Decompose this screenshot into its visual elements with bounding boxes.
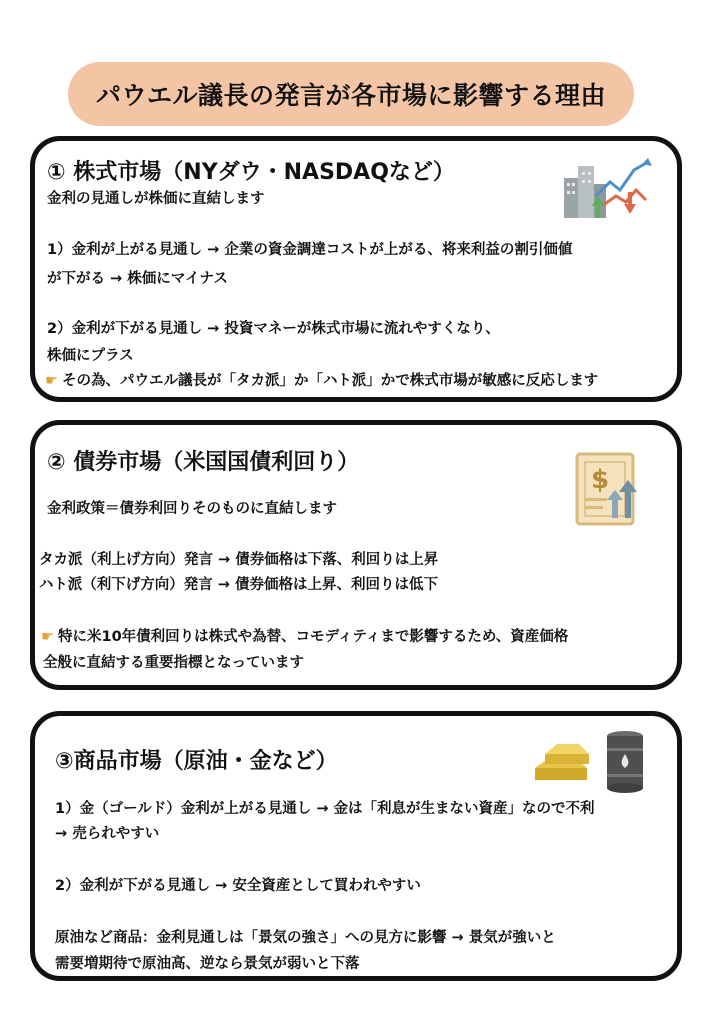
pointer-line (41, 627, 568, 647)
pointing-hand-icon: ☛ (41, 629, 54, 645)
text-line: タカ派（利上げ方向）発言 → 債券価格は下落、利回りは上昇 (39, 552, 439, 568)
text-line: 株価にプラス (47, 348, 134, 364)
stock-chart-icon (562, 156, 654, 220)
section-heading: ③商品市場（原油・金など） (55, 749, 338, 774)
text-line: 2）金利が下がる見通し → 安全資産として買われやすい (55, 878, 421, 894)
text-line: ハト派（利下げ方向）発言 → 債券価格は上昇、利回りは低下 (39, 577, 438, 593)
section-bond-market (30, 420, 682, 690)
pointing-hand-icon: ☛ (45, 373, 58, 389)
section-stock-market (30, 136, 682, 402)
text-line: 原油など商品：金利見通しは「景気の強さ」への見方に影響 → 景気が強いと (55, 930, 556, 946)
page-title: パウエル議長の発言が各市場に影響する理由 (95, 81, 606, 110)
text-line: → 売られやすい (55, 826, 160, 842)
text-line: 金利政策＝債券利回りそのものに直結します (47, 501, 337, 517)
text-line: 需要増期待で原油高、逆なら景気が弱いと下落 (55, 956, 360, 972)
text-line: 1）金利が上がる見通し → 企業の資金調達コストが上がる、将来利益の割引価値 (47, 242, 573, 258)
text-line: その為、パウエル議長が「タカ派」か「ハト派」かで株式市場が敏感に反応します (62, 373, 599, 389)
text-line: 全般に直結する重要指標となっています (43, 655, 304, 671)
section-heading: ① 株式市場（NYダウ・NASDAQなど） (47, 160, 455, 185)
text-line: 1）金（ゴールド）金利が上がる見通し → 金は「利息が生まない資産」なので不利 (55, 801, 595, 817)
text-line: 金利の見通しが株価に直結します (47, 191, 265, 207)
page-title-banner (68, 62, 634, 126)
text-line: 2）金利が下がる見通し → 投資マネーが株式市場に流れやすくなり、 (47, 321, 500, 337)
gold-and-oil-icon (531, 728, 649, 794)
pointer-line (45, 371, 598, 391)
bond-certificate-icon (575, 452, 639, 528)
section-heading: ② 債券市場（米国国債利回り） (47, 450, 360, 475)
section-commodity-market (30, 711, 682, 981)
text-line: が下がる → 株価にマイナス (47, 271, 228, 287)
text-line: 特に米10年債利回りは株式や為替、コモディティまで影響するため、資産価格 (58, 629, 569, 645)
svg-text:$: $ (591, 465, 610, 495)
